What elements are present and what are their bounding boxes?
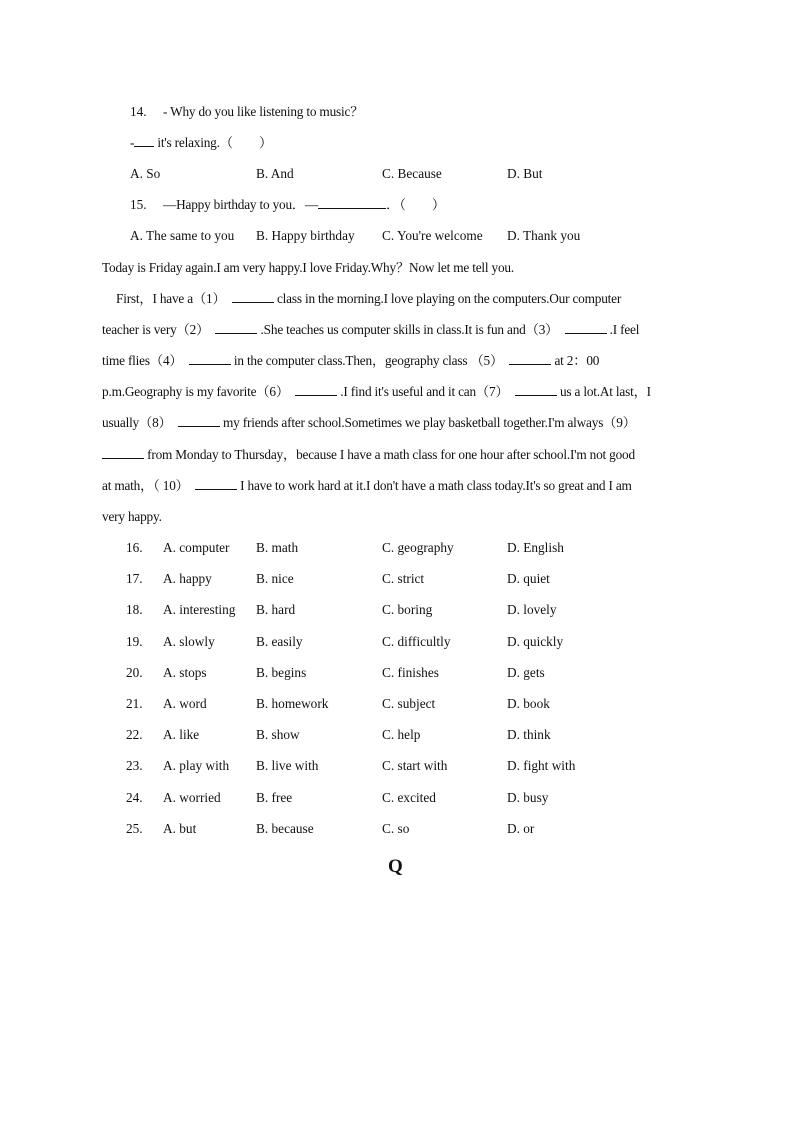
option-text: Happy birthday: [271, 228, 355, 243]
option-text: help: [397, 727, 421, 742]
option-a[interactable]: [163, 789, 221, 807]
option-a[interactable]: [163, 695, 207, 713]
option-text: start with: [397, 758, 448, 773]
option-text: homework: [271, 696, 329, 711]
option-a[interactable]: [163, 570, 212, 588]
passage-text: Today is Friday again.I am very happy.I love Friday.Why？Now let me tell you.: [102, 260, 514, 275]
option-text: nice: [271, 571, 294, 586]
option-letter: A.: [163, 727, 176, 742]
question-number: 18.: [126, 602, 143, 617]
option-text: play with: [179, 758, 230, 773]
option-letter: B.: [256, 696, 269, 711]
option-text: The same to you: [146, 228, 235, 243]
option-letter: C.: [382, 821, 395, 836]
option-letter: C.: [382, 166, 395, 181]
question-number: 23.: [126, 758, 143, 773]
passage-text: .I find it's useful and it can（7）: [337, 384, 509, 399]
option-c[interactable]: [382, 165, 442, 183]
option-text: busy: [523, 790, 549, 805]
option-letter: A.: [163, 665, 176, 680]
option-a[interactable]: [163, 633, 215, 651]
option-text: begins: [271, 665, 307, 680]
option-c[interactable]: [382, 601, 432, 619]
option-b[interactable]: [256, 570, 294, 588]
option-b[interactable]: [256, 664, 306, 682]
option-text: word: [179, 696, 207, 711]
option-letter: B.: [256, 727, 269, 742]
option-text: worried: [179, 790, 221, 805]
prompt-text: —Happy birthday to you．—: [163, 197, 319, 212]
option-d[interactable]: [507, 789, 548, 807]
option-c[interactable]: [382, 227, 483, 245]
option-letter: A.: [163, 696, 176, 711]
option-letter: B.: [256, 228, 269, 243]
option-text: excited: [397, 790, 436, 805]
footer-mark: Q: [388, 856, 403, 877]
passage-text: usually（8）: [102, 415, 172, 430]
passage-text: at math，（ 10）: [102, 478, 189, 493]
answer-line: [130, 134, 272, 152]
option-d[interactable]: [507, 227, 580, 245]
answer-blank[interactable]: [318, 196, 386, 209]
option-b[interactable]: [256, 695, 328, 713]
option-letter: D.: [507, 758, 520, 773]
option-letter: A.: [130, 166, 143, 181]
question-number: 25.: [126, 821, 143, 836]
option-text: And: [270, 166, 294, 181]
option-c[interactable]: [382, 820, 409, 838]
option-letter: B.: [256, 821, 269, 836]
passage-text: at 2：00: [551, 353, 600, 368]
option-letter: B.: [256, 602, 269, 617]
option-c[interactable]: [382, 539, 454, 557]
passage-text: very happy.: [102, 509, 162, 524]
question-number: 20.: [126, 665, 143, 680]
option-c[interactable]: [382, 664, 439, 682]
passage-line: [102, 259, 514, 277]
option-d[interactable]: [507, 757, 575, 775]
option-text: show: [271, 727, 300, 742]
passage-line: [102, 352, 599, 370]
option-a[interactable]: [163, 726, 199, 744]
option-text: math: [271, 540, 299, 555]
option-b[interactable]: [256, 227, 355, 245]
option-text: You're welcome: [397, 228, 483, 243]
blank-3[interactable]: [565, 321, 607, 334]
passage-text: time flies（4）: [102, 353, 183, 368]
option-c[interactable]: [382, 695, 435, 713]
option-letter: B.: [256, 790, 269, 805]
option-letter: C.: [382, 228, 395, 243]
passage-line: [102, 414, 636, 432]
option-c[interactable]: [382, 633, 450, 651]
option-d[interactable]: [507, 570, 550, 588]
option-b[interactable]: [256, 539, 298, 557]
blank-2[interactable]: [215, 321, 257, 334]
option-text: book: [523, 696, 550, 711]
option-text: quickly: [523, 634, 564, 649]
question-number: 16.: [126, 540, 143, 555]
option-c[interactable]: [382, 757, 447, 775]
option-text: gets: [523, 665, 545, 680]
option-c[interactable]: [382, 570, 424, 588]
passage-text: from Monday to Thursday，because I have a math class for one hour after school.I'm not good: [144, 447, 635, 462]
option-letter: D.: [507, 634, 520, 649]
option-text: lovely: [523, 602, 557, 617]
option-text: But: [523, 166, 543, 181]
option-letter: D.: [507, 602, 520, 617]
passage-line: [102, 446, 635, 464]
option-letter: D.: [507, 228, 520, 243]
option-text: happy: [179, 571, 212, 586]
question-number: 15.: [130, 197, 147, 212]
blank-1[interactable]: [232, 290, 274, 303]
option-letter: D.: [507, 571, 520, 586]
option-letter: A.: [163, 634, 176, 649]
option-letter: A.: [163, 540, 176, 555]
option-letter: B.: [256, 540, 269, 555]
option-text: Thank you: [523, 228, 581, 243]
option-text: hard: [271, 602, 296, 617]
question-number: 14.: [130, 104, 147, 119]
option-a[interactable]: [130, 227, 234, 245]
option-d[interactable]: [507, 726, 551, 744]
prompt-suffix: ．（ ）: [386, 197, 445, 212]
option-letter: C.: [382, 665, 395, 680]
option-text: So: [146, 166, 161, 181]
passage-text: in the computer class.Then，geography class （5）: [230, 353, 504, 368]
answer-prefix: -: [130, 135, 135, 150]
option-letter: B.: [256, 571, 269, 586]
option-text: finishes: [397, 665, 439, 680]
option-text: or: [523, 821, 535, 836]
option-letter: C.: [382, 790, 395, 805]
option-d[interactable]: [507, 820, 534, 838]
option-d[interactable]: [507, 601, 557, 619]
option-text: because: [271, 821, 314, 836]
option-c[interactable]: [382, 726, 420, 744]
blank-7[interactable]: [515, 383, 557, 396]
option-b[interactable]: [256, 165, 294, 183]
option-text: stops: [179, 665, 207, 680]
option-letter: D.: [507, 166, 520, 181]
passage-line: [102, 508, 162, 526]
option-a[interactable]: [163, 539, 229, 557]
option-a[interactable]: [163, 820, 196, 838]
passage-line: [116, 290, 621, 308]
option-text: boring: [397, 602, 433, 617]
option-text: live with: [271, 758, 319, 773]
option-letter: D.: [507, 821, 520, 836]
question-prompt: [163, 196, 445, 214]
option-letter: A.: [163, 790, 176, 805]
question-number: 17.: [126, 571, 143, 586]
option-letter: C.: [382, 634, 395, 649]
option-letter: D.: [507, 790, 520, 805]
option-text: free: [271, 790, 293, 805]
passage-text: class in the morning.I love playing on the computers.Our computer: [273, 291, 622, 306]
answer-blank[interactable]: [134, 134, 154, 147]
option-text: slowly: [179, 634, 215, 649]
option-text: but: [179, 821, 197, 836]
option-text: interesting: [179, 602, 236, 617]
passage-text: teacher is very（2）: [102, 322, 210, 337]
option-d[interactable]: [507, 695, 550, 713]
option-letter: D.: [507, 540, 520, 555]
passage-line: [102, 477, 632, 495]
option-b[interactable]: [256, 789, 292, 807]
option-b[interactable]: [256, 726, 300, 744]
option-letter: A.: [163, 821, 176, 836]
option-text: like: [179, 727, 200, 742]
passage-line: [102, 321, 639, 339]
option-text: geography: [397, 540, 454, 555]
option-b[interactable]: [256, 601, 295, 619]
option-letter: C.: [382, 571, 395, 586]
answer-suffix: it's relaxing.（ ）: [154, 135, 273, 150]
passage-line: [102, 383, 651, 401]
question-prompt: - Why do you like listening to music？: [163, 104, 364, 119]
option-text: strict: [397, 571, 425, 586]
passage-text: .She teaches us computer skills in class.It is fun and（3）: [257, 322, 559, 337]
option-letter: A.: [163, 571, 176, 586]
question-number: 21.: [126, 696, 143, 711]
option-letter: C.: [382, 602, 395, 617]
option-text: English: [523, 540, 564, 555]
option-b[interactable]: [256, 820, 314, 838]
option-text: difficultly: [397, 634, 451, 649]
option-a[interactable]: [163, 601, 235, 619]
option-text: easily: [271, 634, 303, 649]
option-a[interactable]: [163, 757, 229, 775]
passage-text: First，I have a（1）: [116, 291, 226, 306]
option-letter: B.: [256, 166, 269, 181]
option-d[interactable]: [507, 633, 563, 651]
question-number: 19.: [126, 634, 143, 649]
option-letter: A.: [130, 228, 143, 243]
blank-10[interactable]: [195, 477, 237, 490]
option-a[interactable]: [163, 664, 207, 682]
option-d[interactable]: [507, 165, 542, 183]
option-text: think: [523, 727, 551, 742]
option-letter: C.: [382, 696, 395, 711]
option-letter: B.: [256, 634, 269, 649]
blank-6[interactable]: [295, 383, 337, 396]
option-c[interactable]: [382, 789, 436, 807]
option-letter: D.: [507, 727, 520, 742]
option-letter: D.: [507, 665, 520, 680]
passage-text: us a lot.At last，I: [556, 384, 651, 399]
passage-text: my friends after school.Sometimes we play basketball together.I'm always（9）: [219, 415, 636, 430]
option-letter: D.: [507, 696, 520, 711]
option-letter: C.: [382, 727, 395, 742]
blank-4[interactable]: [189, 352, 231, 365]
option-b[interactable]: [256, 757, 318, 775]
option-text: quiet: [523, 571, 550, 586]
option-text: so: [397, 821, 410, 836]
passage-text: .I feel: [606, 322, 640, 337]
option-b[interactable]: [256, 633, 303, 651]
option-letter: B.: [256, 758, 269, 773]
option-letter: C.: [382, 540, 395, 555]
option-d[interactable]: [507, 539, 564, 557]
option-letter: A.: [163, 758, 176, 773]
option-text: computer: [179, 540, 230, 555]
blank-8[interactable]: [178, 414, 220, 427]
blank-9[interactable]: [102, 446, 144, 459]
option-letter: C.: [382, 758, 395, 773]
option-letter: A.: [163, 602, 176, 617]
passage-text: p.m.Geography is my favorite（6）: [102, 384, 289, 399]
question-number: 24.: [126, 790, 143, 805]
option-letter: B.: [256, 665, 269, 680]
option-a[interactable]: [130, 165, 160, 183]
option-text: fight with: [523, 758, 576, 773]
blank-5[interactable]: [509, 352, 551, 365]
option-text: Because: [397, 166, 442, 181]
question-number: 22.: [126, 727, 143, 742]
option-d[interactable]: [507, 664, 545, 682]
passage-text: I have to work hard at it.I don't have a math class today.It's so great and I am: [237, 478, 632, 493]
option-text: subject: [397, 696, 436, 711]
